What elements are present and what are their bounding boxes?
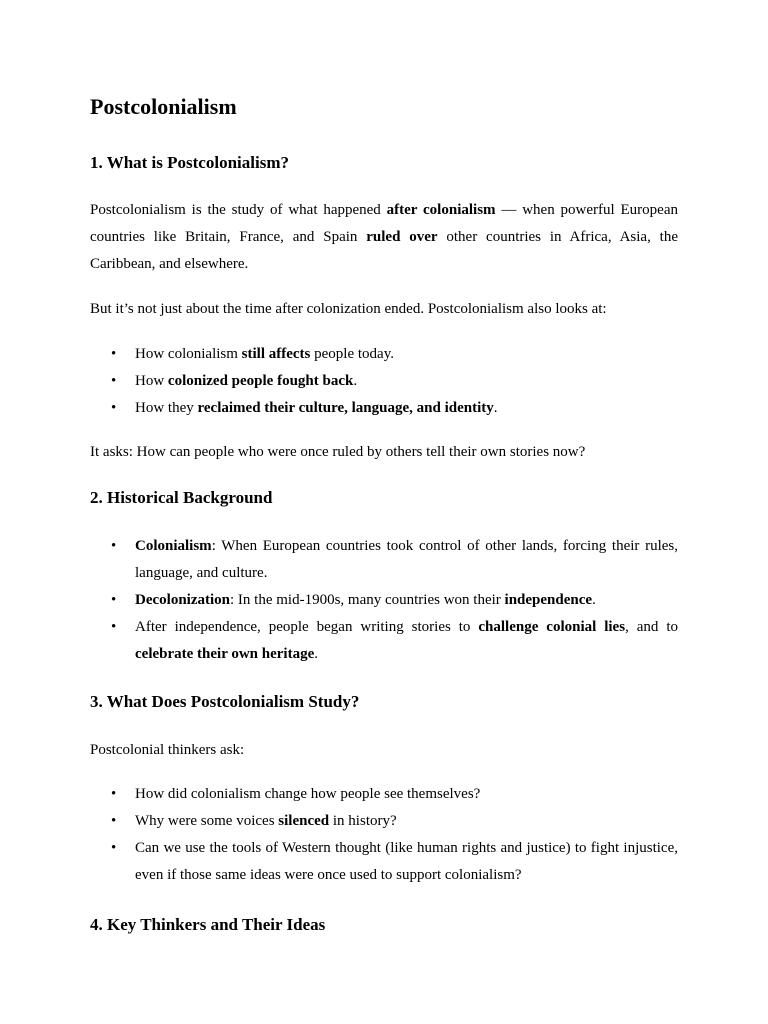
bullet-icon: •	[111, 619, 117, 635]
text-run: Postcolonialism is the study of what happened	[90, 202, 387, 218]
section-1-bullet-list	[90, 341, 678, 422]
bullet-icon: •	[111, 346, 117, 362]
text-run: How	[135, 373, 168, 389]
bullet-icon: •	[111, 373, 117, 389]
text-run: .	[493, 400, 498, 416]
list-item	[90, 781, 678, 808]
list-item	[90, 614, 678, 668]
list-item	[90, 533, 678, 587]
bold-text-run: challenge colonial lies	[478, 619, 626, 635]
bold-text-run: Decolonization	[135, 592, 230, 608]
section-1-also-paragraph: But it’s not just about the time after colonization ended. Postcolonialism also looks at:	[90, 301, 607, 317]
text-run: other countries in Africa, Asia, the Caribbean, and elsewhere.	[90, 229, 678, 272]
bold-text-run: still affects	[241, 346, 311, 362]
section-2-heading: 2. Historical Background	[90, 488, 273, 507]
section-3-intro-paragraph: Postcolonial thinkers ask:	[90, 742, 245, 758]
section-4-heading: 4. Key Thinkers and Their Ideas	[90, 915, 326, 934]
text-run: : In the mid-1900s, many countries won their	[230, 592, 505, 608]
section-1-intro-paragraph	[90, 197, 678, 278]
bold-text-run: after colonialism	[386, 202, 496, 218]
document-page	[90, 92, 678, 937]
list-item	[90, 808, 678, 835]
text-run: : When European countries took control of other lands, forcing their rules, language, and culture.	[135, 538, 678, 581]
section-2-bullet-list	[90, 533, 678, 668]
text-run: in history?	[329, 813, 397, 829]
text-run: Can we use the tools of Western thought (like human rights and justice) to fight injustice, even if those same ideas were once used to support colonialism?	[135, 840, 678, 883]
bold-text-run: Colonialism	[135, 538, 212, 554]
bullet-icon: •	[111, 813, 117, 829]
bullet-icon: •	[111, 592, 117, 608]
text-run: , and to	[625, 619, 679, 635]
list-item	[90, 368, 678, 395]
list-item	[90, 835, 678, 889]
bold-text-run: independence	[504, 592, 593, 608]
text-run: Why were some voices	[135, 813, 279, 829]
list-item	[90, 395, 678, 422]
bold-text-run: ruled over	[366, 229, 438, 245]
document-title: Postcolonialism	[90, 94, 237, 119]
text-run: .	[353, 373, 358, 389]
bold-text-run: celebrate their own heritage	[135, 646, 315, 662]
bullet-icon: •	[111, 840, 117, 856]
bold-text-run: silenced	[278, 813, 330, 829]
bullet-icon: •	[111, 786, 117, 802]
text-run: .	[314, 646, 318, 662]
text-run: — when powerful European countries like Britain, France, and Spain	[90, 202, 678, 245]
text-run: How they	[135, 400, 198, 416]
text-run: .	[592, 592, 596, 608]
list-item	[90, 587, 678, 614]
text-run: After independence, people began writing stories to	[135, 619, 479, 635]
text-run: people today.	[310, 346, 394, 362]
text-run: How colonialism	[135, 346, 242, 362]
text-run: How did colonialism change how people see themselves?	[135, 786, 481, 802]
section-1-question-paragraph: It asks: How can people who were once ruled by others tell their own stories now?	[90, 444, 586, 460]
section-3-bullet-list	[90, 781, 678, 889]
bullet-icon: •	[111, 400, 117, 416]
list-item	[90, 341, 678, 368]
section-1-heading: 1. What is Postcolonialism?	[90, 153, 289, 172]
bullet-icon: •	[111, 538, 117, 554]
bold-text-run: reclaimed their culture, language, and identity	[197, 400, 494, 416]
section-3-heading: 3. What Does Postcolonialism Study?	[90, 692, 360, 711]
bold-text-run: colonized people fought back	[167, 373, 354, 389]
